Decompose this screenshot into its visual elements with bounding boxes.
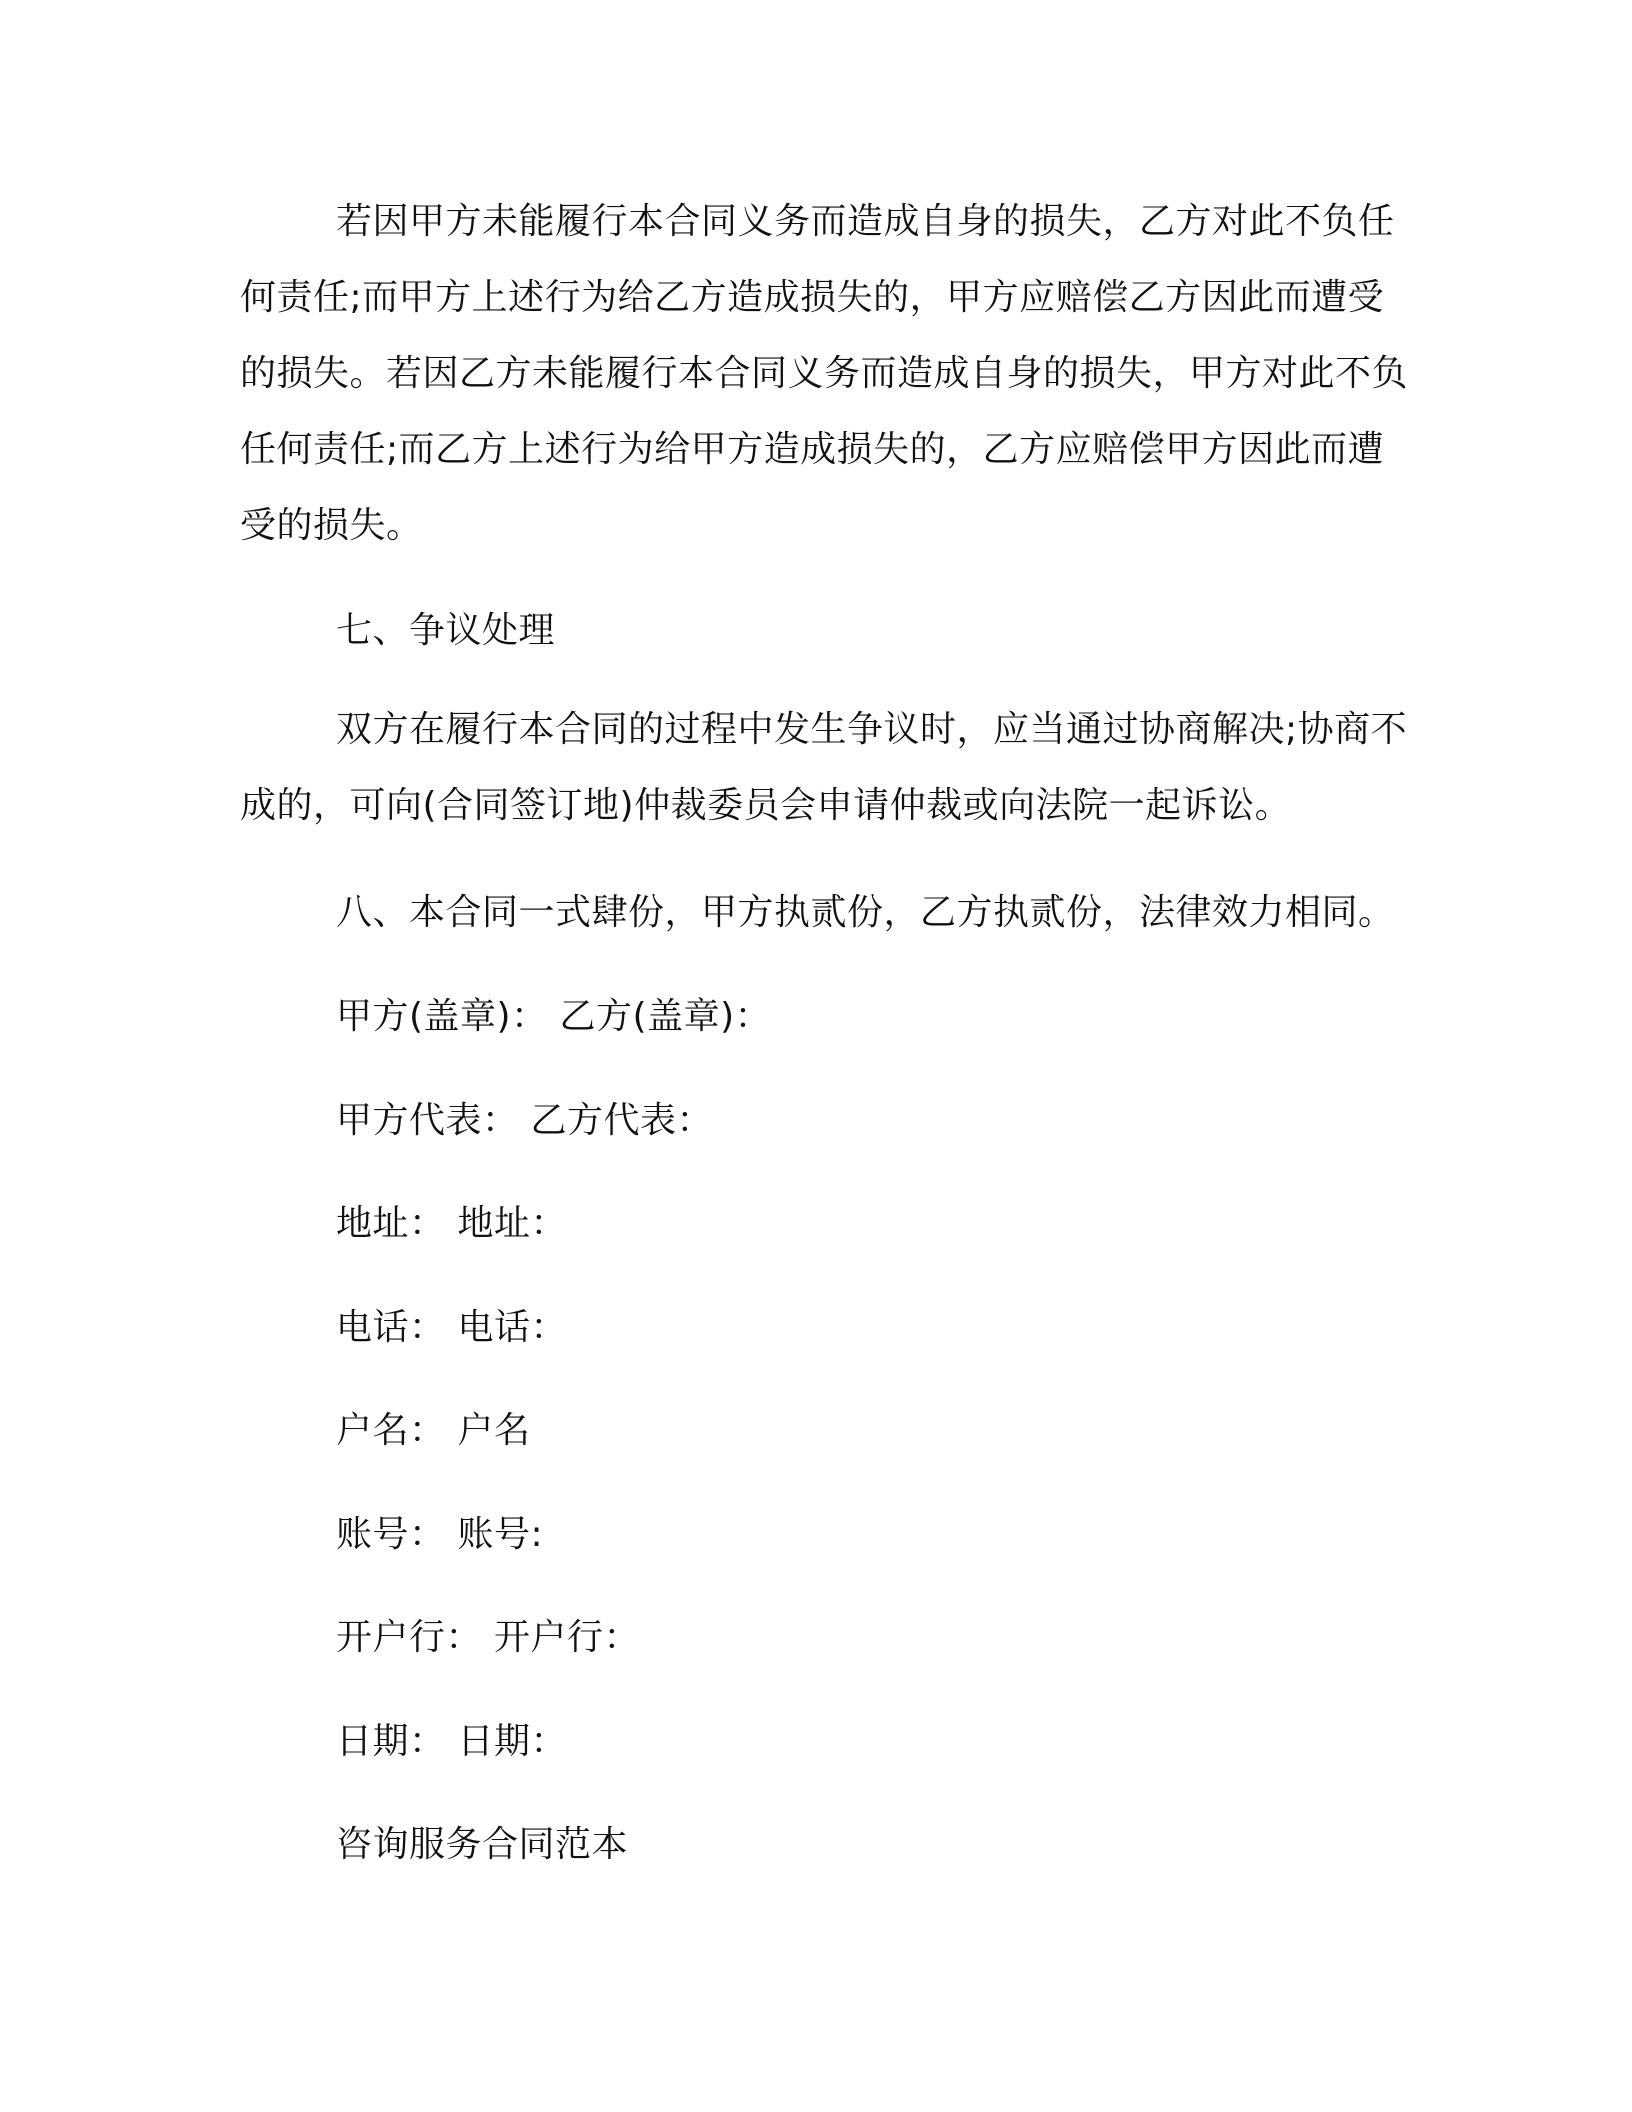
liability-paragraph: 若因甲方未能履行本合同义务而造成自身的损失，乙方对此不负任何责任;而甲方上述行为给乙方造成损失的，甲方应赔偿乙方因此而遭受的损失。若因乙方未能履行本合同义务而造成自身的损失，甲方对此不负任何责任;而乙方上述行为给甲方造成损失的，乙方应赔偿甲方因此而遭受的损失。 [240, 201, 1409, 546]
signature-line-bank: 开户行： 开户行： [336, 1617, 640, 1658]
document-footer-title: 咨询服务合同范本 [336, 1824, 629, 1865]
signature-line-address: 地址： 地址： [336, 1203, 567, 1244]
signature-line-date: 日期： 日期： [336, 1721, 567, 1762]
signature-line-seal: 甲方(盖章)： 乙方(盖章)： [336, 996, 772, 1037]
signature-line-account-number: 账号： 账号: [336, 1514, 544, 1555]
section-heading-dispute: 七、争议处理 [336, 610, 556, 651]
section-copies-clause: 八、本合同一式肆份，甲方执贰份，乙方执贰份，法律效力相同。 [336, 892, 1395, 933]
signature-line-phone: 电话： 电话： [336, 1307, 567, 1348]
signature-line-account-name: 户名： 户名 [336, 1410, 531, 1451]
signature-line-representative: 甲方代表： 乙方代表： [336, 1100, 713, 1141]
dispute-paragraph: 双方在履行本合同的过程中发生争议时，应当通过协商解决;协商不成的，可向(合同签订地)仲裁委员会申请仲裁或向法院一起诉讼。 [240, 709, 1408, 826]
